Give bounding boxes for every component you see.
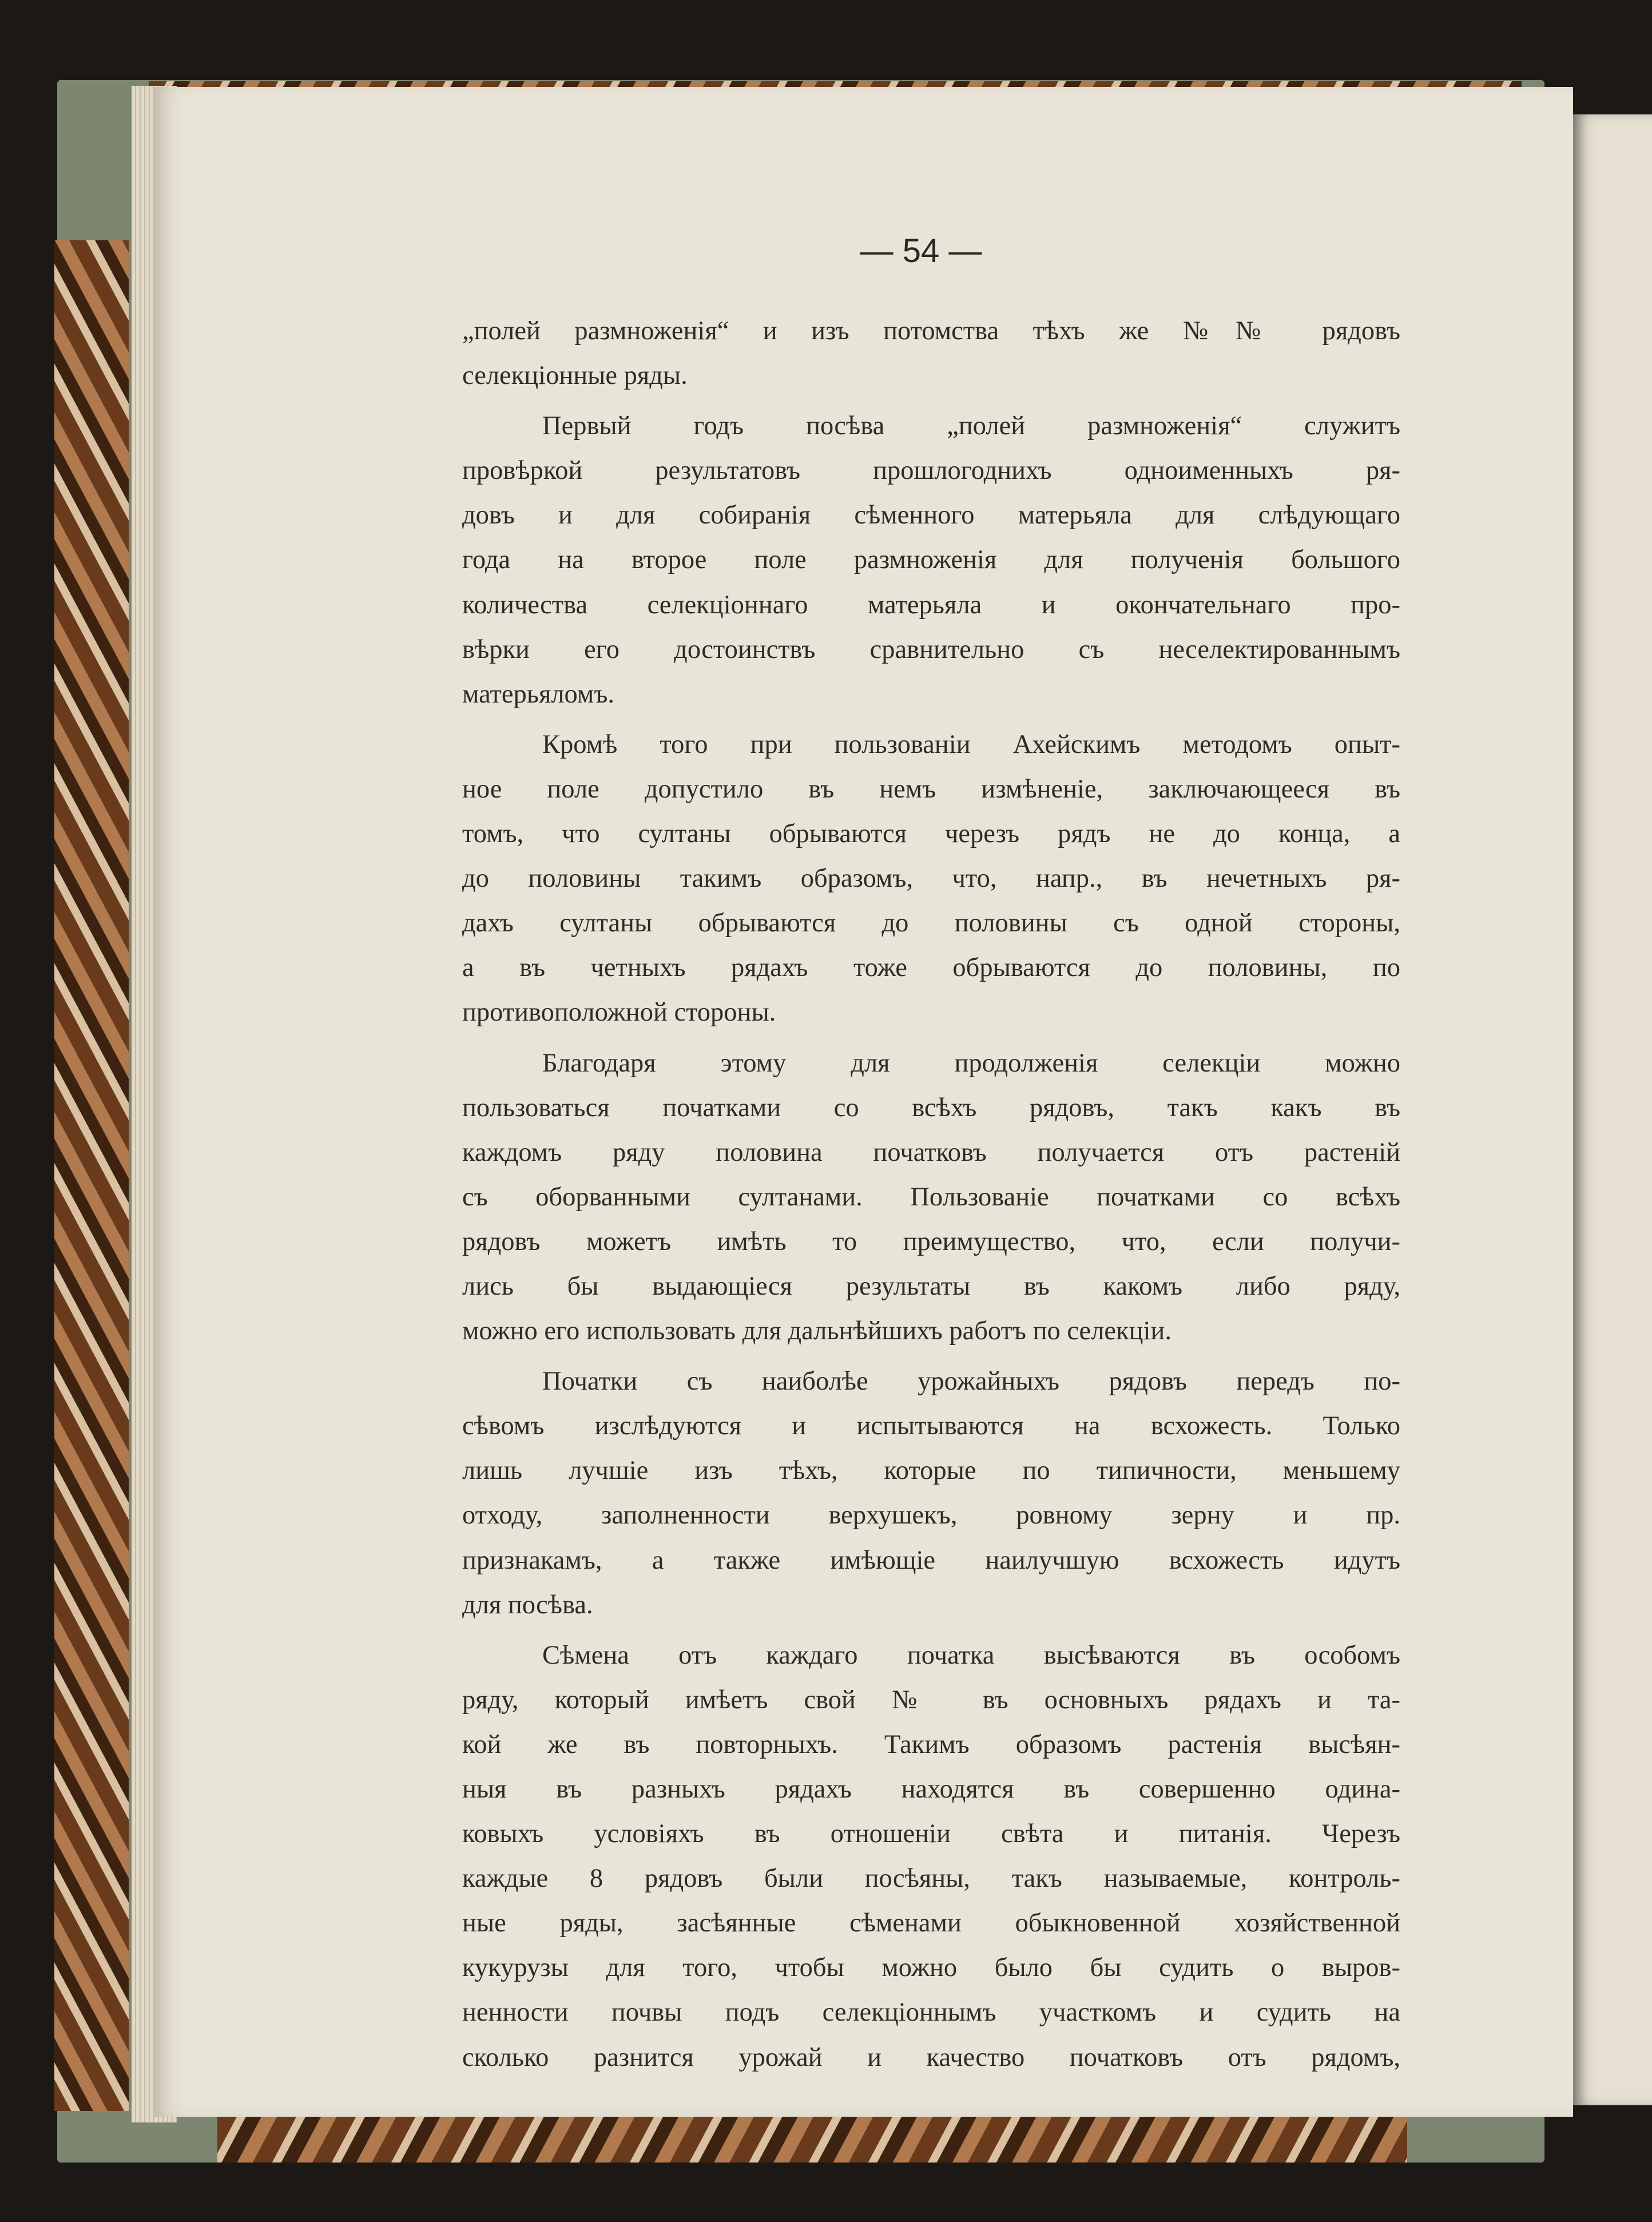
- text-line: „полей размноженія“ и изъ потомства тѣхъ же №№ рядовъ: [462, 316, 1400, 346]
- text-line: сколько разнится урожай и качество початковъ отъ рядомъ,: [462, 2042, 1400, 2072]
- page-body: [462, 309, 1400, 2080]
- text-line: провѣркой результатовъ прошлогоднихъ одноименныхъ ря-: [462, 456, 1400, 486]
- text-line: пользоваться початками со всѣхъ рядовъ, такъ какъ въ: [462, 1093, 1400, 1122]
- text-line: вѣрки его достоинствъ сравнительно съ неселектированнымъ: [462, 634, 1400, 664]
- text-line: ные ряды, засѣянные сѣменами обыкновенной хозяйственной: [462, 1908, 1400, 1938]
- facing-page: [1573, 114, 1652, 2105]
- marbled-edge-left: [54, 240, 129, 2111]
- text-line: можно его использовать для дальнѣйшихъ работъ по селекціи.: [462, 1316, 1172, 1346]
- text-line: каждые 8 рядовъ были посѣяны, такъ называемые, контроль-: [462, 1864, 1400, 1894]
- text-line: противоположной стороны.: [462, 998, 776, 1027]
- text-line: ненности почвы подъ селекціоннымъ участкомъ и судить на: [462, 1998, 1400, 2027]
- marbled-edge-bottom: [217, 2117, 1407, 2163]
- text-line: количества селекціоннаго матерьяла и окончательнаго про-: [462, 590, 1400, 620]
- text-line: томъ, что султаны обрываются черезъ рядъ не до конца, а: [462, 819, 1400, 849]
- text-line: ковыхъ условіяхъ въ отношеніи свѣта и питанія. Черезъ: [462, 1819, 1400, 1849]
- text-line: ряду, который имѣетъ свой № въ основныхъ рядахъ и та-: [462, 1685, 1400, 1715]
- text-line: а въ четныхъ рядахъ тоже обрываются до половины, по: [462, 953, 1400, 983]
- text-line: каждомъ ряду половина початковъ получается отъ растеній: [462, 1137, 1400, 1167]
- text-line: матерьяломъ.: [462, 679, 615, 709]
- text-line: Кромѣ того при пользованіи Ахейскимъ методомъ опыт-: [542, 729, 1400, 759]
- text-line: кукурузы для того, чтобы можно было бы судить о выров-: [462, 1953, 1400, 1983]
- text-line: года на второе поле размноженія для полученія большого: [462, 545, 1400, 575]
- text-line: ныя въ разныхъ рядахъ находятся въ совершенно одина-: [462, 1775, 1400, 1804]
- text-line: ное поле допустило въ немъ измѣненіе, заключающееся въ: [462, 774, 1400, 804]
- text-line: довъ и для собиранія сѣменного матерьяла для слѣдующаго: [462, 501, 1400, 530]
- text-line: признакамъ, а также имѣющіе наилучшую всхожесть идутъ: [462, 1545, 1400, 1575]
- text-line: съ оборванными султанами. Пользованіе початками со всѣхъ: [462, 1182, 1400, 1212]
- text-line: Початки съ наиболѣе урожайныхъ рядовъ передъ по-: [542, 1367, 1400, 1396]
- text-line: кой же въ повторныхъ. Такимъ образомъ растенія высѣян-: [462, 1729, 1400, 1759]
- text-line: для посѣва.: [462, 1590, 593, 1620]
- text-line: дахъ султаны обрываются до половины съ одной стороны,: [462, 908, 1400, 938]
- text-line: лись бы выдающіеся результаты въ какомъ либо ряду,: [462, 1271, 1400, 1301]
- text-line: лишь лучшіе изъ тѣхъ, которые по типичности, меньшему: [462, 1456, 1400, 1486]
- text-line: до половины такимъ образомъ, что, напр., въ нечетныхъ ря-: [462, 864, 1400, 894]
- text-line: Сѣмена отъ каждаго початка высѣваются въ особомъ: [542, 1640, 1400, 1670]
- text-line: селекціонные ряды.: [462, 361, 688, 391]
- text-line: рядовъ можетъ имѣть то преимущество, что, если получи-: [462, 1227, 1400, 1256]
- text-line: Благодаря этому для продолженія селекціи можно: [542, 1048, 1400, 1078]
- page-number: — 54 —: [860, 232, 982, 269]
- text-line: сѣвомъ изслѣдуются и испытываются на всхожесть. Только: [462, 1411, 1400, 1441]
- text-line: отходу, заполненности верхушекъ, ровному зерну и пр.: [462, 1501, 1400, 1530]
- text-line: Первый годъ посѣва „полей размноженія“ служитъ: [542, 411, 1400, 441]
